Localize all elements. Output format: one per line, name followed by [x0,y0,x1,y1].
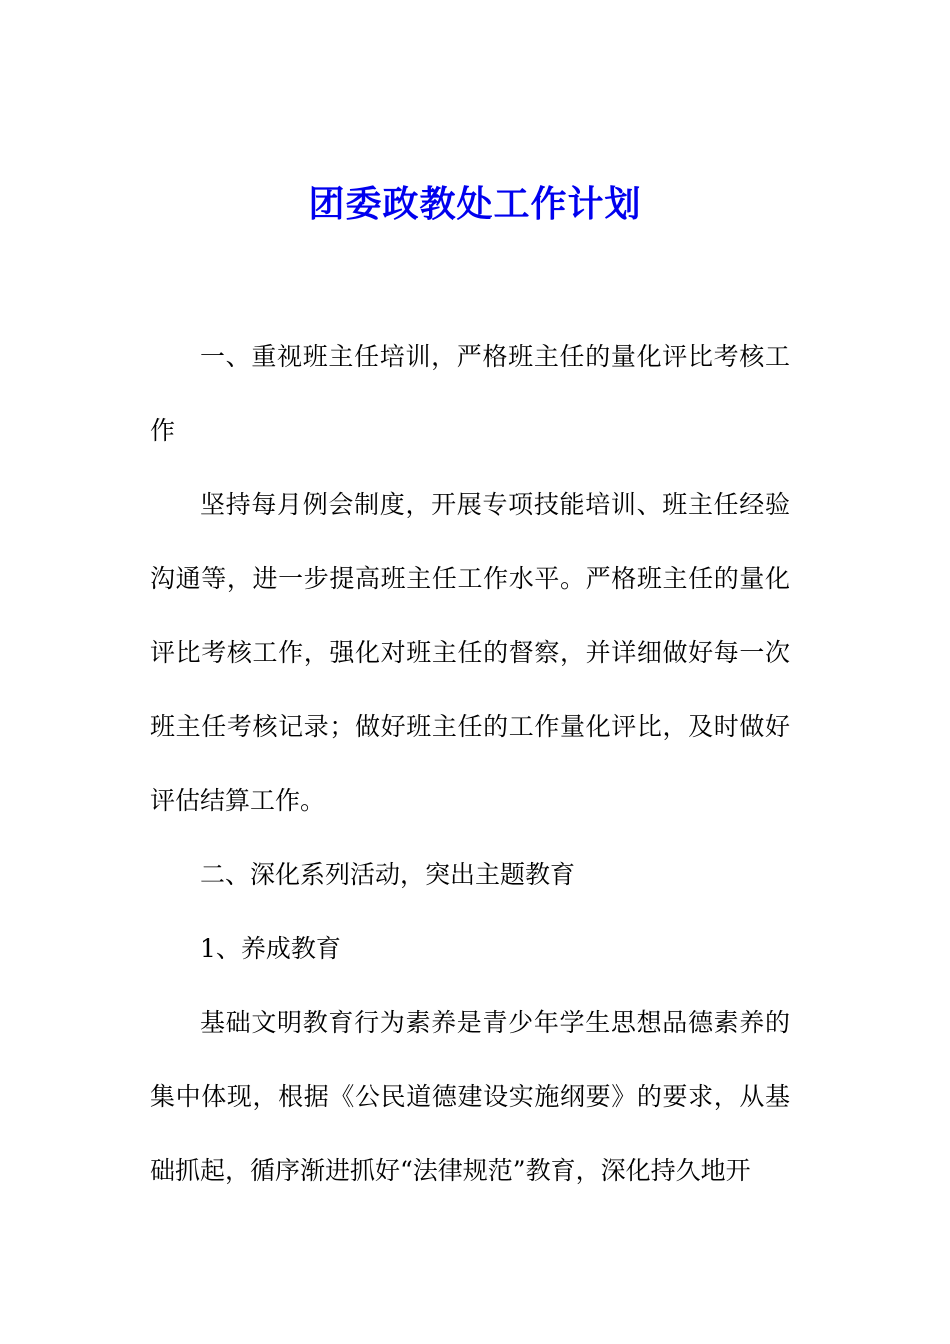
section-heading-1: 一、重视班主任培训，严格班主任的量化评比考核工作 [150,342,790,445]
section-heading-2: 二、深化系列活动，突出主题教育 [200,860,576,889]
paragraph-1: 坚持每月例会制度，开展专项技能培训、班主任经验沟通等，进一步提高班主任工作水平。严格班主任的量化评比考核工作，强化对班主任的督察，并详细做好每一次班主任考核记录；做好班主任的工作量化评比，及时做好评估结算工作。 [150,490,790,815]
document-body [150,320,790,1208]
paragraph-2: 基础文明教育行为素养是青少年学生思想品德素养的集中体现，根据《公民道德建设实施纲要》的要求，从基础抓起，循序渐进抓好“法律规范”教育，深化持久地开 [150,1008,790,1185]
subsection-heading-1: 1、养成教育 [200,934,341,963]
document-title: 团委政教处工作计划 [308,183,642,225]
